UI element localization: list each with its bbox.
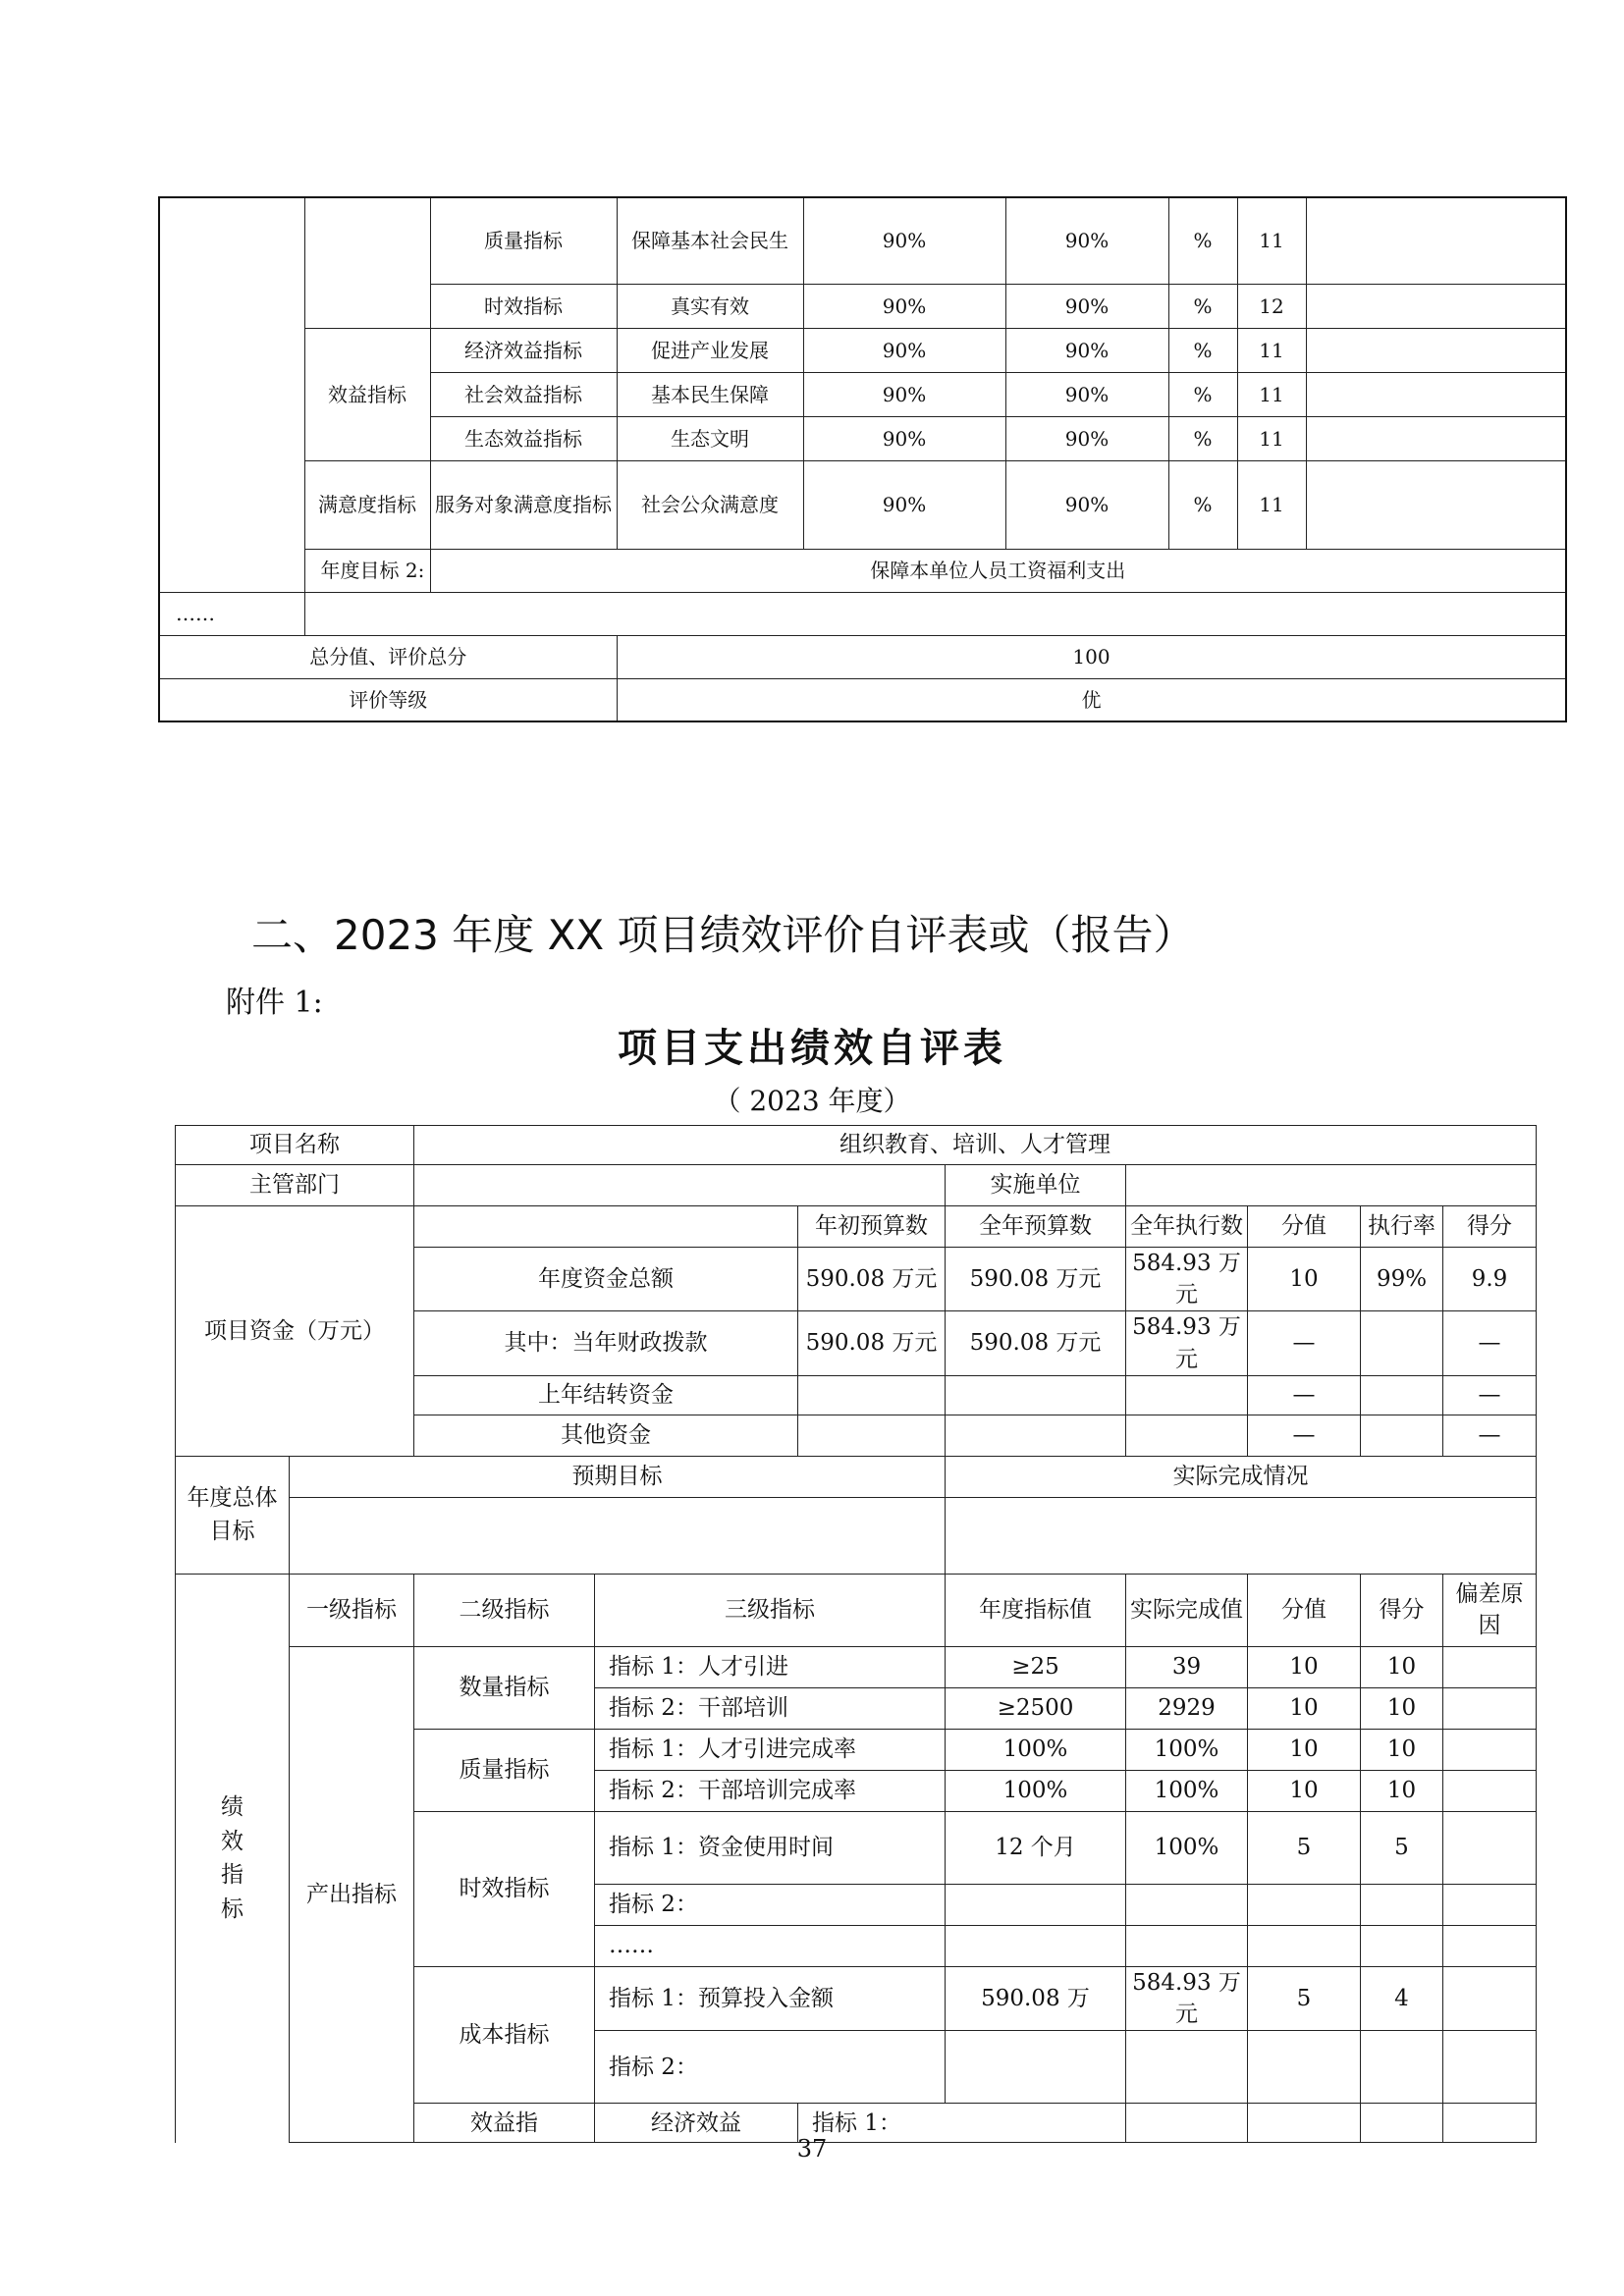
blank-cell xyxy=(1306,416,1566,460)
indicator-name: 指标 1：预算投入金额 xyxy=(595,1966,946,2030)
funds-header: 全年执行数 xyxy=(1126,1206,1248,1248)
blank-cell xyxy=(1361,2031,1443,2104)
indicator-name: 指标 2：干部培训 xyxy=(595,1687,946,1729)
blank-cell xyxy=(1126,1884,1248,1925)
l3-cell: 质量指标 xyxy=(430,197,617,284)
grade-label: 评价等级 xyxy=(159,678,617,721)
indicator-score: 5 xyxy=(1361,1811,1443,1884)
impl-label: 实施单位 xyxy=(946,1165,1126,1206)
project-name: 组织教育、培训、人才管理 xyxy=(414,1126,1537,1165)
self-evaluation-table xyxy=(175,1125,1537,2143)
page-number: 37 xyxy=(796,2135,828,2163)
indicator-name: 指标 1：人才引进 xyxy=(595,1646,946,1687)
indicator-actual: 100% xyxy=(1126,1811,1248,1884)
indicator-score: 10 xyxy=(1361,1646,1443,1687)
blank-cell xyxy=(1248,2031,1361,2104)
funds-executed: 584.93 万元 xyxy=(1126,1248,1248,1311)
indicator-points: 10 xyxy=(1248,1687,1361,1729)
output-label: 产出指标 xyxy=(290,1646,414,2142)
total-label: 总分值、评价总分 xyxy=(159,635,617,678)
funds-score: — xyxy=(1443,1311,1537,1375)
blank-cell xyxy=(1306,460,1566,549)
actual-cell: 90% xyxy=(1005,372,1168,416)
blank-cell xyxy=(1443,1687,1537,1729)
l3-cell: 服务对象满意度指标 xyxy=(430,460,617,549)
unit-cell: % xyxy=(1168,328,1237,372)
funds-annual: 590.08 万元 xyxy=(946,1248,1126,1311)
funds-executed: 584.93 万元 xyxy=(1126,1311,1248,1375)
score-cell: 11 xyxy=(1237,460,1306,549)
actual-value xyxy=(946,1497,1537,1574)
actual-cell: 90% xyxy=(1005,197,1168,284)
indicator-table-continued xyxy=(158,196,1567,722)
blank-cell xyxy=(1443,1925,1537,1966)
funds-rate xyxy=(1361,1415,1443,1456)
score-cell: 11 xyxy=(1237,197,1306,284)
indicator-name: 指标 2： xyxy=(595,1884,946,1925)
l4-cell: 基本民生保障 xyxy=(617,372,803,416)
blank-cell xyxy=(1126,1925,1248,1966)
total-value: 100 xyxy=(617,635,1566,678)
ind-header: 三级指标 xyxy=(595,1574,946,1646)
indicator-target: 100% xyxy=(946,1770,1126,1811)
document-title: 项目支出绩效自评表 xyxy=(618,1026,1006,1071)
blank-cell xyxy=(159,197,304,592)
l4-cell: 真实有效 xyxy=(617,284,803,328)
indicator-score: 10 xyxy=(1361,1687,1443,1729)
timeliness-label: 时效指标 xyxy=(414,1811,595,1966)
funds-rate xyxy=(1361,1375,1443,1415)
actual-cell: 90% xyxy=(1005,284,1168,328)
unit-cell: % xyxy=(1168,372,1237,416)
unit-cell: % xyxy=(1168,284,1237,328)
indicator-name: 指标 1： xyxy=(798,2104,1126,2143)
project-name-label: 项目名称 xyxy=(176,1126,414,1165)
funds-points: — xyxy=(1248,1415,1361,1456)
blank-cell xyxy=(1443,1770,1537,1811)
blank-cell xyxy=(1126,2031,1248,2104)
funds-header: 执行率 xyxy=(1361,1206,1443,1248)
blank-cell xyxy=(304,197,430,328)
funds-points: 10 xyxy=(1248,1248,1361,1311)
section-heading: 二、2023 年度 XX 项目绩效评价自评表或（报告） xyxy=(251,911,1195,959)
blank-cell xyxy=(1443,1884,1537,1925)
goal2-text: 保障本单位人员工资福利支出 xyxy=(430,549,1566,592)
quality-label: 质量指标 xyxy=(414,1729,595,1811)
quantity-label: 数量指标 xyxy=(414,1646,595,1729)
funds-header: 年初预算数 xyxy=(798,1206,946,1248)
dept-label: 主管部门 xyxy=(176,1165,414,1206)
indicator-name: 指标 1：资金使用时间 xyxy=(595,1811,946,1884)
score-cell: 11 xyxy=(1237,328,1306,372)
blank-cell xyxy=(946,2031,1126,2104)
funds-score: — xyxy=(1443,1415,1537,1456)
funds-points: — xyxy=(1248,1375,1361,1415)
l3-cell: 经济效益指标 xyxy=(430,328,617,372)
blank-cell xyxy=(1443,1966,1537,2030)
unit-cell: % xyxy=(1168,460,1237,549)
benefit-label: 效益指 xyxy=(414,2104,595,2143)
attachment-label: 附件 1: xyxy=(226,986,323,1020)
ind-header: 得分 xyxy=(1361,1574,1443,1646)
dept-value xyxy=(414,1165,946,1206)
funds-score: — xyxy=(1443,1375,1537,1415)
expected-value xyxy=(290,1497,946,1574)
blank-cell xyxy=(1443,1811,1537,1884)
score-cell: 12 xyxy=(1237,284,1306,328)
indicator-target: 12 个月 xyxy=(946,1811,1126,1884)
indicator-points: 5 xyxy=(1248,1966,1361,2030)
goal-label: 年度总体目标 xyxy=(176,1456,290,1574)
target-cell: 90% xyxy=(803,372,1005,416)
funds-initial xyxy=(798,1415,946,1456)
blank-cell xyxy=(1306,197,1566,284)
blank-cell xyxy=(1443,1729,1537,1770)
target-cell: 90% xyxy=(803,460,1005,549)
funds-row-label: 年度资金总额 xyxy=(414,1248,798,1311)
funds-header: 分值 xyxy=(1248,1206,1361,1248)
blank-cell xyxy=(1248,1884,1361,1925)
funds-header: 全年预算数 xyxy=(946,1206,1126,1248)
actual-label: 实际完成情况 xyxy=(946,1456,1537,1497)
ind-header: 二级指标 xyxy=(414,1574,595,1646)
indicator-target: ≥25 xyxy=(946,1646,1126,1687)
blank-cell xyxy=(1443,1646,1537,1687)
funds-row-label: 上年结转资金 xyxy=(414,1375,798,1415)
indicator-points: 10 xyxy=(1248,1729,1361,1770)
funds-initial: 590.08 万元 xyxy=(798,1248,946,1311)
funds-row-label: 其他资金 xyxy=(414,1415,798,1456)
l4-cell: 生态文明 xyxy=(617,416,803,460)
funds-rate xyxy=(1361,1311,1443,1375)
l3-cell: 时效指标 xyxy=(430,284,617,328)
funds-annual xyxy=(946,1375,1126,1415)
blank-cell xyxy=(1248,1925,1361,1966)
blank-cell xyxy=(946,1925,1126,1966)
ind-header: 偏差原因 xyxy=(1443,1574,1537,1646)
blank-cell xyxy=(1361,1925,1443,1966)
l3-cell: 社会效益指标 xyxy=(430,372,617,416)
blank-cell xyxy=(1306,372,1566,416)
perf-label-text: 绩效指标 xyxy=(221,1794,244,1922)
actual-cell: 90% xyxy=(1005,328,1168,372)
funds-annual xyxy=(946,1415,1126,1456)
benefit-label: 效益指标 xyxy=(304,328,430,460)
indicator-target: ≥2500 xyxy=(946,1687,1126,1729)
blank-cell xyxy=(1306,328,1566,372)
l4-cell: 促进产业发展 xyxy=(617,328,803,372)
perf-label xyxy=(176,1574,290,2142)
indicator-points: 10 xyxy=(1248,1770,1361,1811)
indicator-points: 5 xyxy=(1248,1811,1361,1884)
indicator-target: 590.08 万 xyxy=(946,1966,1126,2030)
indicator-actual: 584.93 万元 xyxy=(1126,1966,1248,2030)
l4-cell: 保障基本社会民生 xyxy=(617,197,803,284)
indicator-actual: 2929 xyxy=(1126,1687,1248,1729)
actual-cell: 90% xyxy=(1005,416,1168,460)
indicator-name: …… xyxy=(595,1925,946,1966)
indicator-actual: 39 xyxy=(1126,1646,1248,1687)
target-cell: 90% xyxy=(803,197,1005,284)
indicator-actual: 100% xyxy=(1126,1770,1248,1811)
satisfaction-label: 满意度指标 xyxy=(304,460,430,549)
ind-header: 实际完成值 xyxy=(1126,1574,1248,1646)
ind-header: 年度指标值 xyxy=(946,1574,1126,1646)
score-cell: 11 xyxy=(1237,416,1306,460)
indicator-points: 10 xyxy=(1248,1646,1361,1687)
l3-cell: 生态效益指标 xyxy=(430,416,617,460)
indicator-name: 指标 1：人才引进完成率 xyxy=(595,1729,946,1770)
document-year: （ 2023 年度） xyxy=(713,1085,911,1117)
indicator-name: 指标 2：干部培训完成率 xyxy=(595,1770,946,1811)
goal2-label: 年度目标 2: xyxy=(304,549,430,592)
funds-score: 9.9 xyxy=(1443,1248,1537,1311)
blank-cell xyxy=(1443,2031,1537,2104)
indicator-name: 指标 2： xyxy=(595,2031,946,2104)
funds-executed xyxy=(1126,1375,1248,1415)
ellipsis-cell: …… xyxy=(159,592,304,635)
target-cell: 90% xyxy=(803,284,1005,328)
blank-cell xyxy=(1306,284,1566,328)
blank-cell xyxy=(414,1206,798,1248)
funds-executed xyxy=(1126,1415,1248,1456)
indicator-score: 10 xyxy=(1361,1770,1443,1811)
econ-label: 经济效益 xyxy=(595,2104,798,2143)
funds-row-label: 其中：当年财政拨款 xyxy=(414,1311,798,1375)
indicator-score: 10 xyxy=(1361,1729,1443,1770)
funds-points: — xyxy=(1248,1311,1361,1375)
actual-cell: 90% xyxy=(1005,460,1168,549)
expected-label: 预期目标 xyxy=(290,1456,946,1497)
grade-value: 优 xyxy=(617,678,1566,721)
funds-initial xyxy=(798,1375,946,1415)
score-cell: 11 xyxy=(1237,372,1306,416)
funds-header: 得分 xyxy=(1443,1206,1537,1248)
indicator-actual: 100% xyxy=(1126,1729,1248,1770)
blank-cell xyxy=(304,592,1566,635)
target-cell: 90% xyxy=(803,328,1005,372)
funds-rate: 99% xyxy=(1361,1248,1443,1311)
blank-cell xyxy=(946,1884,1126,1925)
l4-cell: 社会公众满意度 xyxy=(617,460,803,549)
blank-cell xyxy=(1361,1884,1443,1925)
funds-annual: 590.08 万元 xyxy=(946,1311,1126,1375)
funds-initial: 590.08 万元 xyxy=(798,1311,946,1375)
target-cell: 90% xyxy=(803,416,1005,460)
unit-cell: % xyxy=(1168,197,1237,284)
unit-cell: % xyxy=(1168,416,1237,460)
indicator-score: 4 xyxy=(1361,1966,1443,2030)
cost-label: 成本指标 xyxy=(414,1966,595,2103)
indicator-target: 100% xyxy=(946,1729,1126,1770)
impl-value xyxy=(1126,1165,1537,1206)
ind-header: 一级指标 xyxy=(290,1574,414,1646)
funds-label: 项目资金（万元） xyxy=(176,1206,414,1457)
ind-header: 分值 xyxy=(1248,1574,1361,1646)
